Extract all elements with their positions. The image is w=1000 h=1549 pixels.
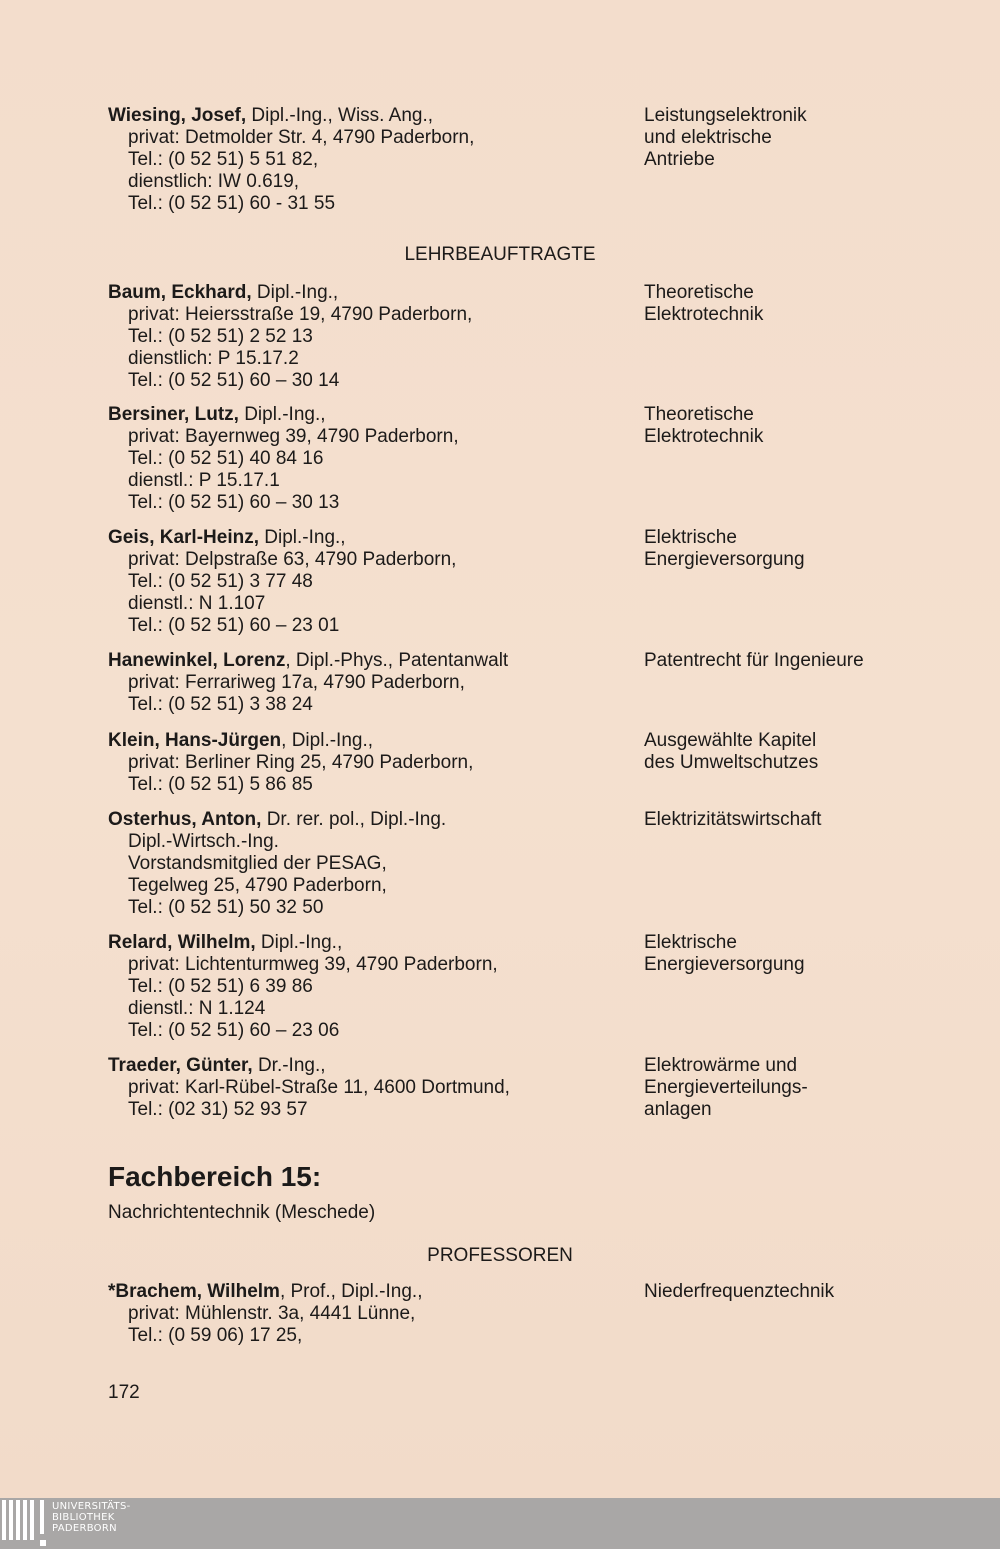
person-title: Dipl.-Ing., [251, 282, 339, 303]
person-block [108, 650, 628, 716]
library-logo-icon [2, 1500, 46, 1546]
phone-line: Tel.: (0 52 51) 40 84 16 [128, 448, 324, 469]
subject-block [644, 282, 974, 326]
section-heading-professoren: PROFESSOREN [427, 1245, 573, 1266]
person-block [108, 1055, 628, 1121]
address-line: Tegelweg 25, 4790 Paderborn, [128, 875, 387, 896]
person-block [108, 404, 628, 514]
person-block [108, 527, 628, 637]
subject-line: Elektrotechnik [644, 426, 764, 447]
subject-line: Patentrecht für Ingenieure [644, 650, 864, 671]
subject-line: Elektrizitätswirtschaft [644, 809, 822, 830]
subject-line: Antriebe [644, 149, 715, 170]
person-title: Dipl.-Ing., [255, 932, 343, 953]
phone-line: Tel.: (0 52 51) 60 – 30 13 [128, 492, 340, 513]
person-block [108, 932, 628, 1042]
section-heading-lehrbeauftragte: LEHRBEAUFTRAGTE [404, 244, 596, 265]
person-block [108, 809, 628, 919]
person-heading [108, 1281, 628, 1303]
degree-line: Dipl.-Wirtsch.-Ing. [128, 831, 279, 852]
subject-line: Energieversorgung [644, 954, 805, 975]
subject-line: Niederfrequenztechnik [644, 1281, 835, 1302]
person-heading [108, 809, 628, 831]
person-heading [108, 404, 628, 426]
subject-block [644, 809, 974, 831]
person-name: Relard, Wilhelm, [108, 932, 256, 953]
person-name: Hanewinkel, Lorenz [108, 650, 286, 671]
phone-line: Tel.: (0 52 51) 50 32 50 [128, 897, 324, 918]
person-title: , Dipl.-Ing., [281, 730, 374, 751]
library-logo-text [52, 1501, 131, 1534]
phone-line: Tel.: (0 52 51) 2 52 13 [128, 326, 313, 347]
subject-line: des Umweltschutzes [644, 752, 819, 773]
subject-line: Energieversorgung [644, 549, 805, 570]
office-line: dienstl.: N 1.107 [128, 593, 266, 614]
phone-line: Tel.: (0 52 51) 60 – 23 01 [128, 615, 340, 636]
library-footer [0, 1498, 1000, 1549]
person-title: Dr.-Ing., [252, 1055, 326, 1076]
subject-line: Theoretische [644, 404, 754, 425]
fachbereich-title: Fachbereich 15: [108, 1161, 322, 1192]
logo-line: PADERBORN [52, 1523, 117, 1534]
subject-block [644, 650, 974, 672]
person-name: Traeder, Günter, [108, 1055, 253, 1076]
address-line: privat: Lichtenturmweg 39, 4790 Paderborn, [128, 954, 498, 975]
subject-block [644, 404, 974, 448]
office-line: dienstlich: IW 0.619, [128, 171, 300, 192]
phone-line: Tel.: (0 52 51) 3 77 48 [128, 571, 313, 592]
logo-line: UNIVERSITÄTS- [52, 1501, 131, 1512]
subject-block [644, 527, 974, 571]
person-name: Wiesing, Josef, [108, 105, 247, 126]
person-heading [108, 527, 628, 549]
subject-line: Elektrische [644, 932, 737, 953]
subject-line: und elektrische [644, 127, 772, 148]
person-title: Dipl.-Ing., [259, 527, 346, 548]
person-heading [108, 105, 628, 127]
person-block [108, 105, 628, 215]
person-block [108, 1281, 628, 1347]
subject-line: Elektrische [644, 527, 737, 548]
address-line: privat: Mühlenstr. 3a, 4441 Lünne, [128, 1303, 416, 1324]
subject-line: Energieverteilungs- [644, 1077, 808, 1098]
address-line: privat: Berliner Ring 25, 4790 Paderborn, [128, 752, 474, 773]
address-line: privat: Bayernweg 39, 4790 Paderborn, [128, 426, 459, 447]
phone-line: Tel.: (0 52 51) 60 – 30 14 [128, 370, 340, 391]
person-title: Dipl.-Ing., Wiss. Ang., [246, 105, 434, 126]
subject-line: Ausgewählte Kapitel [644, 730, 817, 751]
person-block [108, 282, 628, 392]
person-name: Osterhus, Anton, [108, 809, 262, 830]
page-number: 172 [108, 1382, 140, 1403]
person-title: , Dipl.-Phys., Patentanwalt [285, 650, 509, 671]
fachbereich-subtitle: Nachrichtentechnik (Meschede) [108, 1202, 376, 1223]
person-name: Baum, Eckhard, [108, 282, 252, 303]
person-title: Dipl.-Ing., [238, 404, 326, 425]
person-name: *Brachem, Wilhelm [108, 1281, 280, 1302]
subject-line: Elektrotechnik [644, 304, 764, 325]
phone-line: Tel.: (0 52 51) 3 38 24 [128, 694, 313, 715]
phone-line: Tel.: (0 52 51) 5 51 82, [128, 149, 319, 170]
person-title: Dr. rer. pol., Dipl.-Ing. [261, 809, 447, 830]
address-line: privat: Detmolder Str. 4, 4790 Paderborn, [128, 127, 475, 148]
logo-line: BIBLIOTHEK [52, 1512, 115, 1523]
address-line: privat: Heiersstraße 19, 4790 Paderborn, [128, 304, 473, 325]
subject-line: Leistungselektronik [644, 105, 807, 126]
subject-line: Elektrowärme und [644, 1055, 798, 1076]
person-name: Geis, Karl-Heinz, [108, 527, 259, 548]
address-line: privat: Ferrariweg 17a, 4790 Paderborn, [128, 672, 465, 693]
position-line: Vorstandsmitglied der PESAG, [128, 853, 387, 874]
office-line: dienstl.: P 15.17.1 [128, 470, 280, 491]
subject-block [644, 932, 974, 976]
office-line: dienstl.: N 1.124 [128, 998, 266, 1019]
person-heading [108, 282, 628, 304]
subject-block [644, 105, 974, 171]
person-block [108, 730, 628, 796]
person-name: Klein, Hans-Jürgen [108, 730, 282, 751]
address-line: privat: Karl-Rübel-Straße 11, 4600 Dortmund, [128, 1077, 510, 1098]
phone-line: Tel.: (02 31) 52 93 57 [128, 1099, 308, 1120]
office-line: dienstlich: P 15.17.2 [128, 348, 299, 369]
phone-line: Tel.: (0 52 51) 60 - 31 55 [128, 193, 336, 214]
subject-block [644, 1055, 974, 1121]
phone-line: Tel.: (0 52 51) 5 86 85 [128, 774, 313, 795]
address-line: privat: Delpstraße 63, 4790 Paderborn, [128, 549, 457, 570]
subject-line: Theoretische [644, 282, 754, 303]
phone-line: Tel.: (0 52 51) 6 39 86 [128, 976, 313, 997]
phone-line: Tel.: (0 52 51) 60 – 23 06 [128, 1020, 340, 1041]
person-heading [108, 1055, 628, 1077]
person-heading [108, 932, 628, 954]
person-title: , Prof., Dipl.-Ing., [279, 1281, 423, 1302]
subject-line: anlagen [644, 1099, 712, 1120]
person-heading [108, 650, 628, 672]
subject-block [644, 730, 974, 774]
phone-line: Tel.: (0 59 06) 17 25, [128, 1325, 303, 1346]
subject-block [644, 1281, 974, 1303]
person-name: Bersiner, Lutz, [108, 404, 239, 425]
person-heading [108, 730, 628, 752]
